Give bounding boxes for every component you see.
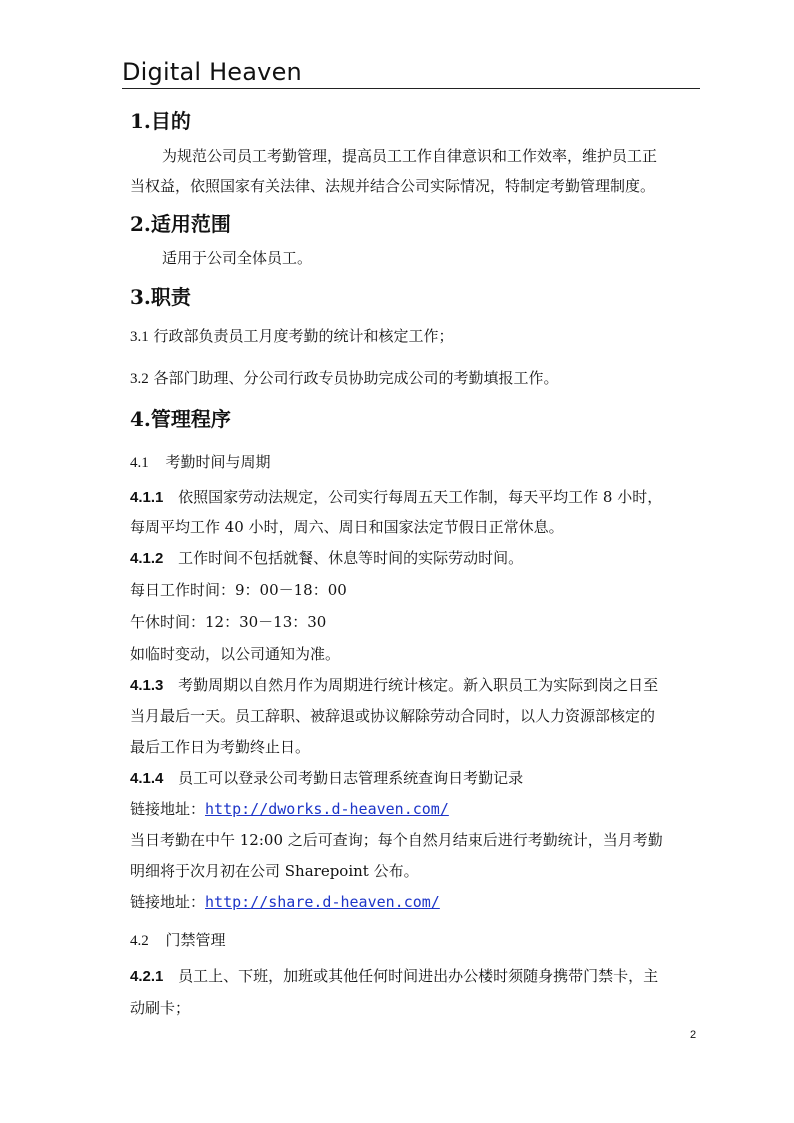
list-item (130, 548, 523, 569)
lunch-hours-line: 午休时间：12：30－13：30 (130, 613, 327, 631)
link-line (130, 799, 449, 819)
work-hours-line: 每日工作时间：9：00－18：00 (130, 581, 347, 599)
paragraph-line: 当月最后一天。员工辞职、被辞退或协议解除劳动合同时，以人力资源部核定的 (130, 707, 656, 725)
paragraph-line: 每周平均工作 40 小时，周六、周日和国家法定节假日正常休息。 (130, 518, 564, 536)
paragraph-line: 当日考勤在中午 12:00 之后可查询；每个自然月结束后进行考勤统计，当月考勤 (130, 831, 663, 849)
list-item (130, 326, 454, 347)
paragraph-line: 如临时变动，以公司通知为准。 (130, 645, 341, 663)
list-item-text: 行政部负责员工月度考勤的统计和核定工作； (153, 327, 454, 345)
subsection-heading (130, 930, 226, 951)
list-item-text: 员工上、下班，加班或其他任何时间进出办公楼时须随身携带门禁卡，主 (178, 967, 659, 985)
list-item (130, 768, 523, 789)
paragraph-line: 最后工作日为考勤终止日。 (130, 738, 311, 756)
paragraph-line: 明细将于次月初在公司 Sharepoint 公布。 (130, 862, 419, 880)
list-item-text: 员工可以登录公司考勤日志管理系统查询日考勤记录 (178, 769, 524, 787)
subsection-title: 门禁管理 (165, 931, 226, 949)
link-label: 链接地址： (130, 893, 206, 911)
paragraph-line: 当权益，依照国家有关法律、法规并结合公司实际情况，特制定考勤管理制度。 (130, 177, 656, 195)
list-item-text: 依照国家劳动法规定，公司实行每周五天工作制，每天平均工作 8 小时， (178, 488, 663, 506)
subsection-number: 4.1 (130, 455, 149, 471)
section-title-2: 2.适用范围 (130, 212, 231, 236)
list-item (130, 966, 658, 987)
dworks-link[interactable]: http://dworks.d-heaven.com/ (205, 800, 449, 818)
section-title-1: 1.目的 (130, 109, 191, 133)
section-title-4: 4.管理程序 (130, 407, 231, 431)
list-item-text: 考勤周期以自然月作为周期进行统计核定。新入职员工为实际到岗之日至 (178, 676, 659, 694)
link-label: 链接地址： (130, 800, 206, 818)
paragraph-line: 适用于公司全体员工。 (162, 249, 313, 267)
list-item-number: 4.1.3 (130, 677, 164, 694)
list-item-number: 3.1 (130, 329, 149, 345)
share-link[interactable]: http://share.d-heaven.com/ (205, 893, 440, 911)
subsection-number: 4.2 (130, 933, 149, 949)
list-item (130, 675, 658, 696)
paragraph-line: 动刷卡； (130, 999, 191, 1017)
list-item-number: 4.1.2 (130, 550, 164, 567)
page-number: 2 (690, 1029, 697, 1041)
list-item-number: 3.2 (130, 371, 149, 387)
link-line (130, 892, 440, 912)
paragraph-line: 为规范公司员工考勤管理，提高员工工作自律意识和工作效率，维护员工正 (162, 147, 658, 165)
list-item (130, 487, 662, 508)
list-item-text: 各部门助理、分公司行政专员协助完成公司的考勤填报工作。 (153, 369, 559, 387)
subsection-heading (130, 452, 271, 473)
subsection-title: 考勤时间与周期 (165, 453, 271, 471)
list-item (130, 368, 559, 389)
list-item-text: 工作时间不包括就餐、休息等时间的实际劳动时间。 (178, 549, 524, 567)
list-item-number: 4.1.4 (130, 770, 164, 787)
company-logo: Digital Heaven (122, 58, 302, 86)
list-item-number: 4.1.1 (130, 489, 164, 506)
list-item-number: 4.2.1 (130, 968, 164, 985)
section-title-3: 3.职责 (130, 285, 191, 309)
